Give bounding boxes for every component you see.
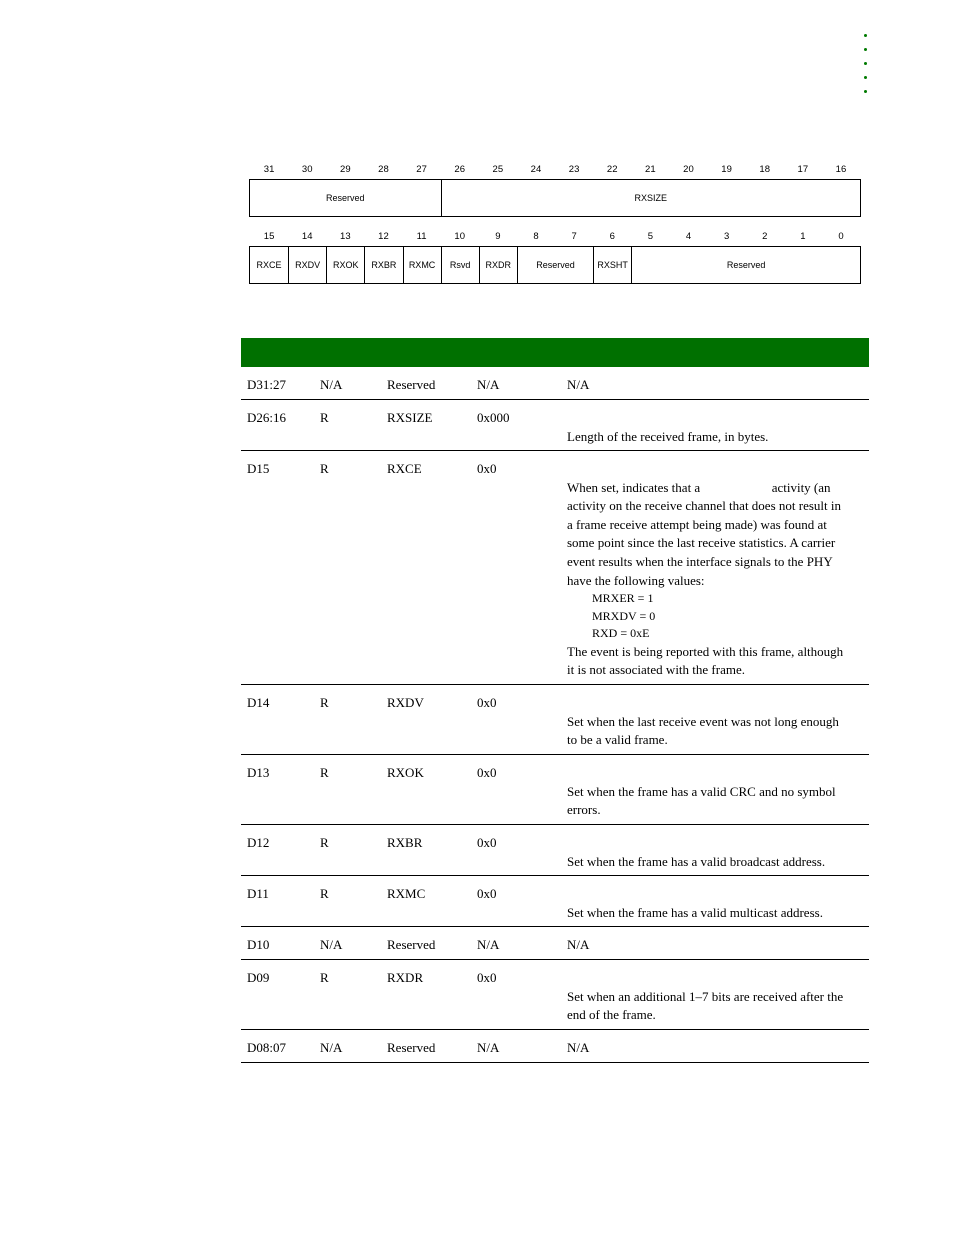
- access-cell: R: [320, 970, 329, 985]
- description-line: [567, 460, 863, 479]
- description-line: activity on the receive channel that does not result in: [567, 498, 841, 514]
- description-line: N/A: [567, 937, 590, 952]
- reset-cell: 0x000: [477, 410, 510, 425]
- register-field: RXCE: [256, 260, 282, 270]
- description-cell: [567, 885, 863, 922]
- table-row: [241, 876, 869, 927]
- table-row: [241, 685, 869, 755]
- description-line: The event is being reported with this frame, although: [567, 643, 844, 659]
- bit-number: 27: [416, 164, 427, 175]
- mnemonic-cell: RXOK: [387, 765, 424, 780]
- bits-cell: D13: [247, 765, 270, 780]
- bit-number: 13: [340, 231, 351, 242]
- description-line: Set when the last receive event was not long enough: [567, 713, 839, 729]
- access-cell: R: [320, 410, 329, 425]
- description-cell: [567, 1039, 863, 1058]
- description-line: Set when the frame has a valid broadcast address.: [567, 853, 826, 869]
- lower-bit-numbers: [250, 231, 861, 245]
- dot-icon: [864, 90, 867, 93]
- reset-cell: 0x0: [477, 765, 497, 780]
- mnemonic-cell: Reserved: [387, 937, 436, 952]
- table-row: [241, 960, 869, 1030]
- description-line: N/A: [567, 1040, 590, 1055]
- dot-icon: [864, 34, 867, 37]
- reset-cell: 0x0: [477, 695, 497, 710]
- bit-number: 26: [454, 164, 465, 175]
- register-field: Reserved: [517, 247, 593, 283]
- bit-number: 22: [606, 164, 618, 175]
- register-field: Reserved: [631, 247, 860, 283]
- bit-number: 20: [683, 164, 694, 175]
- description-line: [567, 694, 863, 713]
- bit-number: 19: [721, 164, 732, 175]
- description-line: a frame receive attempt being made) was found at: [567, 516, 827, 532]
- mnemonic-cell: RXDV: [387, 695, 424, 710]
- bit-number: 17: [797, 164, 809, 175]
- description-line: [567, 969, 863, 988]
- access-cell: N/A: [320, 937, 343, 952]
- margin-dots: [862, 34, 870, 104]
- bit-number: 16: [835, 164, 847, 175]
- bit-number: 11: [416, 231, 427, 242]
- reset-cell: 0x0: [477, 461, 497, 476]
- description-line: When set, indicates that a activity (an: [567, 479, 831, 495]
- description-cell: [567, 376, 863, 395]
- bit-number: 7: [571, 231, 577, 242]
- bit-number: 2: [762, 231, 768, 242]
- description-line: [567, 409, 863, 428]
- lower-register-row: [249, 246, 861, 284]
- bit-number: 3: [723, 231, 730, 242]
- description-line: end of the frame.: [567, 1007, 656, 1023]
- bit-number: 12: [378, 231, 389, 242]
- bit-number: 31: [263, 164, 275, 175]
- table-row: [241, 451, 869, 685]
- bit-number: 8: [533, 231, 539, 242]
- dot-icon: [864, 48, 867, 51]
- reset-cell: N/A: [477, 377, 500, 392]
- dot-icon: [864, 62, 867, 65]
- description-line: Set when the frame has a valid multicast address.: [567, 904, 823, 920]
- bits-cell: D09: [247, 970, 270, 985]
- description-line: MRXER = 1: [592, 591, 654, 606]
- bits-cell: D12: [247, 835, 270, 850]
- mnemonic-cell: RXBR: [387, 835, 423, 850]
- description-line: [567, 834, 863, 853]
- bits-cell: D11: [247, 886, 269, 901]
- description-line: [567, 764, 863, 783]
- access-cell: N/A: [320, 1040, 343, 1055]
- access-cell: R: [320, 695, 329, 710]
- description-cell: [567, 694, 863, 750]
- description-line: MRXDV = 0: [592, 608, 656, 623]
- register-field: RXDR: [479, 247, 517, 283]
- table-body: [241, 367, 869, 1063]
- bit-number: 24: [530, 164, 542, 175]
- description-cell: [567, 764, 863, 820]
- description-cell: [567, 969, 863, 1025]
- description-cell: [567, 834, 863, 871]
- description-line: errors.: [567, 802, 601, 818]
- table-row: [241, 825, 869, 876]
- table-row: [241, 927, 869, 960]
- description-line: [567, 885, 863, 904]
- description-line: Length of the received frame, in bytes.: [567, 428, 769, 444]
- description-line: Set when the frame has a valid CRC and no symbol: [567, 783, 836, 799]
- mnemonic-cell: Reserved: [387, 377, 436, 392]
- register-field: RXDV: [288, 247, 326, 283]
- mnemonic-cell: RXCE: [387, 461, 422, 476]
- bit-number: 1: [800, 231, 806, 242]
- mnemonic-cell: Reserved: [387, 1040, 436, 1055]
- register-field: RXSHT: [593, 247, 631, 283]
- upper-register-row: [249, 179, 861, 217]
- description-line: N/A: [567, 377, 590, 392]
- table-row: [241, 367, 869, 400]
- description-cell: [567, 409, 863, 446]
- reset-cell: N/A: [477, 1040, 500, 1055]
- table-header: [241, 338, 869, 367]
- reset-cell: N/A: [477, 937, 500, 952]
- register-field: RXSIZE: [441, 180, 860, 216]
- description-line: to be a valid frame.: [567, 732, 668, 748]
- reset-cell: 0x0: [477, 970, 497, 985]
- description-line: it is not associated with the frame.: [567, 662, 745, 678]
- upper-bit-numbers: [250, 164, 861, 178]
- bits-cell: D26:16: [247, 410, 286, 425]
- mnemonic-cell: RXSIZE: [387, 410, 433, 425]
- bits-cell: D14: [247, 695, 270, 710]
- field-table: [241, 338, 869, 1063]
- access-cell: N/A: [320, 377, 343, 392]
- bit-number: 28: [378, 164, 389, 175]
- access-cell: R: [320, 461, 329, 476]
- bit-number: 25: [492, 164, 504, 175]
- bits-cell: D08:07: [247, 1040, 286, 1055]
- bit-number: 4: [685, 231, 692, 242]
- description-line: some point since the last receive statistics. A carrier: [567, 535, 836, 551]
- bit-number: 23: [568, 164, 580, 175]
- register-field: RXOK: [326, 247, 364, 283]
- bits-cell: D15: [247, 461, 270, 476]
- bit-number: 30: [301, 164, 313, 175]
- bit-number: 6: [609, 231, 615, 242]
- register-field: Rsvd: [441, 247, 479, 283]
- access-cell: R: [320, 886, 329, 901]
- register-field: RXBR: [364, 247, 402, 283]
- bit-number: 14: [301, 231, 313, 242]
- table-row: [241, 400, 869, 451]
- bit-number: 10: [454, 231, 465, 242]
- bit-number: 9: [495, 231, 501, 242]
- description-line: RXD = 0xE: [592, 626, 650, 641]
- register-field: Reserved: [326, 193, 365, 203]
- bit-number: 15: [263, 231, 275, 242]
- description-cell: [567, 936, 863, 955]
- table-row: [241, 1030, 869, 1063]
- bits-cell: D31:27: [247, 377, 286, 392]
- bit-number: 5: [647, 231, 653, 242]
- access-cell: R: [320, 835, 329, 850]
- bit-number: 18: [759, 164, 770, 175]
- mnemonic-cell: RXDR: [387, 970, 424, 985]
- dot-icon: [864, 76, 867, 79]
- reset-cell: 0x0: [477, 886, 497, 901]
- register-field: RXMC: [403, 247, 441, 283]
- access-cell: R: [320, 765, 329, 780]
- table-row: [241, 755, 869, 825]
- description-line: Set when an additional 1–7 bits are received after the: [567, 988, 844, 1004]
- description-cell: [567, 460, 863, 680]
- bit-number: 29: [340, 164, 351, 175]
- description-line: have the following values:: [567, 572, 705, 588]
- mnemonic-cell: RXMC: [387, 886, 426, 901]
- bit-number: 21: [645, 164, 656, 175]
- description-line: event results when the interface signals to the PHY: [567, 553, 833, 569]
- bit-number: 0: [838, 231, 844, 242]
- bits-cell: D10: [247, 937, 270, 952]
- reset-cell: 0x0: [477, 835, 497, 850]
